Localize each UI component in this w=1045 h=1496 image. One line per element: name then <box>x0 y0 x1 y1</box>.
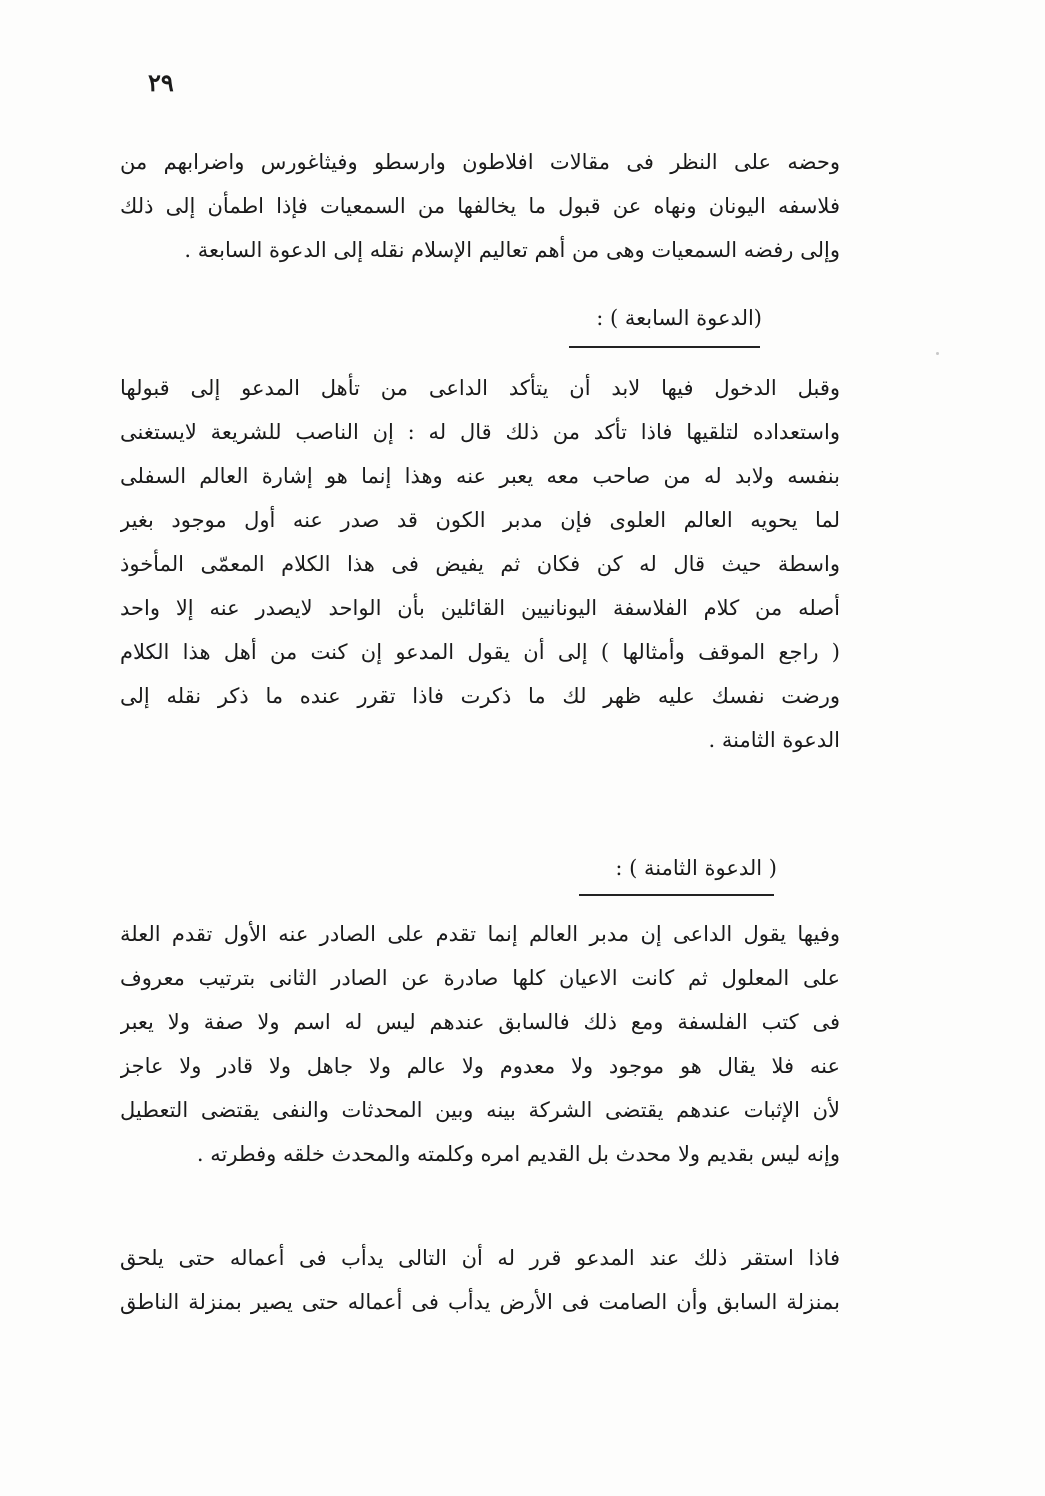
text-line: لما يحويه العالم العلوى فإن مدبر الكون قد صدر عنه أول موجود بغير <box>120 508 840 532</box>
paragraph-3 <box>120 912 840 1176</box>
text-line: وحضه على النظر فى مقالات افلاطون وارسطو وفيثاغورس واضرابهم من <box>120 150 840 174</box>
paragraph-1 <box>120 140 840 272</box>
text-line: عنه فلا يقال هو موجود ولا معدوم ولا عالم ولا جاهل ولا قادر ولا عاجز <box>120 1054 840 1078</box>
text-line: ( راجع الموقف وأمثالها ) إلى أن يقول المدعو إن كنت من أهل هذا الكلام <box>120 640 840 664</box>
text-line: لأن الإثبات عندهم يقتضى الشركة بينه وبين المحدثات والنفى يقتضى التعطيل <box>120 1098 840 1122</box>
text-line: واسطة حيث قال له كن فكان ثم يفيض فى هذا الكلام المعمّى المأخوذ <box>120 552 840 576</box>
text-line: وإلى رفضه السمعيات وهى من أهم تعاليم الإسلام نقله إلى الدعوة السابعة . <box>184 238 840 262</box>
heading-underline <box>579 894 774 896</box>
text-line: الدعوة الثامنة . <box>708 728 840 752</box>
section-heading-eighth-call: ( الدعوة الثامنة ) : <box>615 856 777 880</box>
text-line: وإنه ليس بقديم ولا محدث بل القديم امره وكلمته والمحدث خلقه وفطرته . <box>196 1142 840 1166</box>
text-line: ورضت نفسك عليه ظهر لك ما ذكرت فاذا تقرر عنده ما ذكر نقله إلى <box>120 684 840 708</box>
scan-speck <box>936 352 939 355</box>
page-number: ٢٩ <box>148 68 174 97</box>
paragraph-2 <box>120 366 840 762</box>
section-heading-seventh-call: (الدعوة السابعة ) : <box>596 306 762 330</box>
text-line: بنفسه ولابد له من صاحب معه يعبر عنه وهذا إنما هو إشارة العالم السفلى <box>120 464 840 488</box>
text-line: واستعداده لتلقيها فاذا تأكد من ذلك قال له : إن الناصب للشريعة لايستغنى <box>120 420 840 444</box>
text-line: فى كتب الفلسفة ومع ذلك فالسابق عندهم ليس له اسم ولا صفة ولا يعبر <box>120 1010 840 1034</box>
text-line: فلاسفه اليونان ونهاه عن قبول ما يخالفها من السمعيات فإذا اطمأن إلى ذلك <box>120 194 840 218</box>
text-line: وفيها يقول الداعى إن مدبر العالم إنما تقدم على الصادر عنه الأول تقدم العلة <box>120 922 840 946</box>
text-line: على المعلول ثم كانت الاعيان كلها صادرة عن الصادر الثانى بترتيب معروف <box>120 966 840 990</box>
text-line: بمنزلة السابق وأن الصامت فى الأرض يدأب فى أعماله حتى يصير بمنزلة الناطق <box>120 1290 840 1314</box>
text-line: أصله من كلام الفلاسفة اليونانيين القائلين بأن الواحد لايصدر عنه إلا واحد <box>120 596 840 620</box>
paragraph-4 <box>120 1236 840 1324</box>
text-line: وقبل الدخول فيها لابد أن يتأكد الداعى من تأهل المدعو إلى قبولها <box>120 376 840 400</box>
heading-underline <box>569 346 760 348</box>
text-line: فاذا استقر ذلك عند المدعو قرر له أن التالى يدأب فى أعماله حتى يلحق <box>120 1246 840 1270</box>
